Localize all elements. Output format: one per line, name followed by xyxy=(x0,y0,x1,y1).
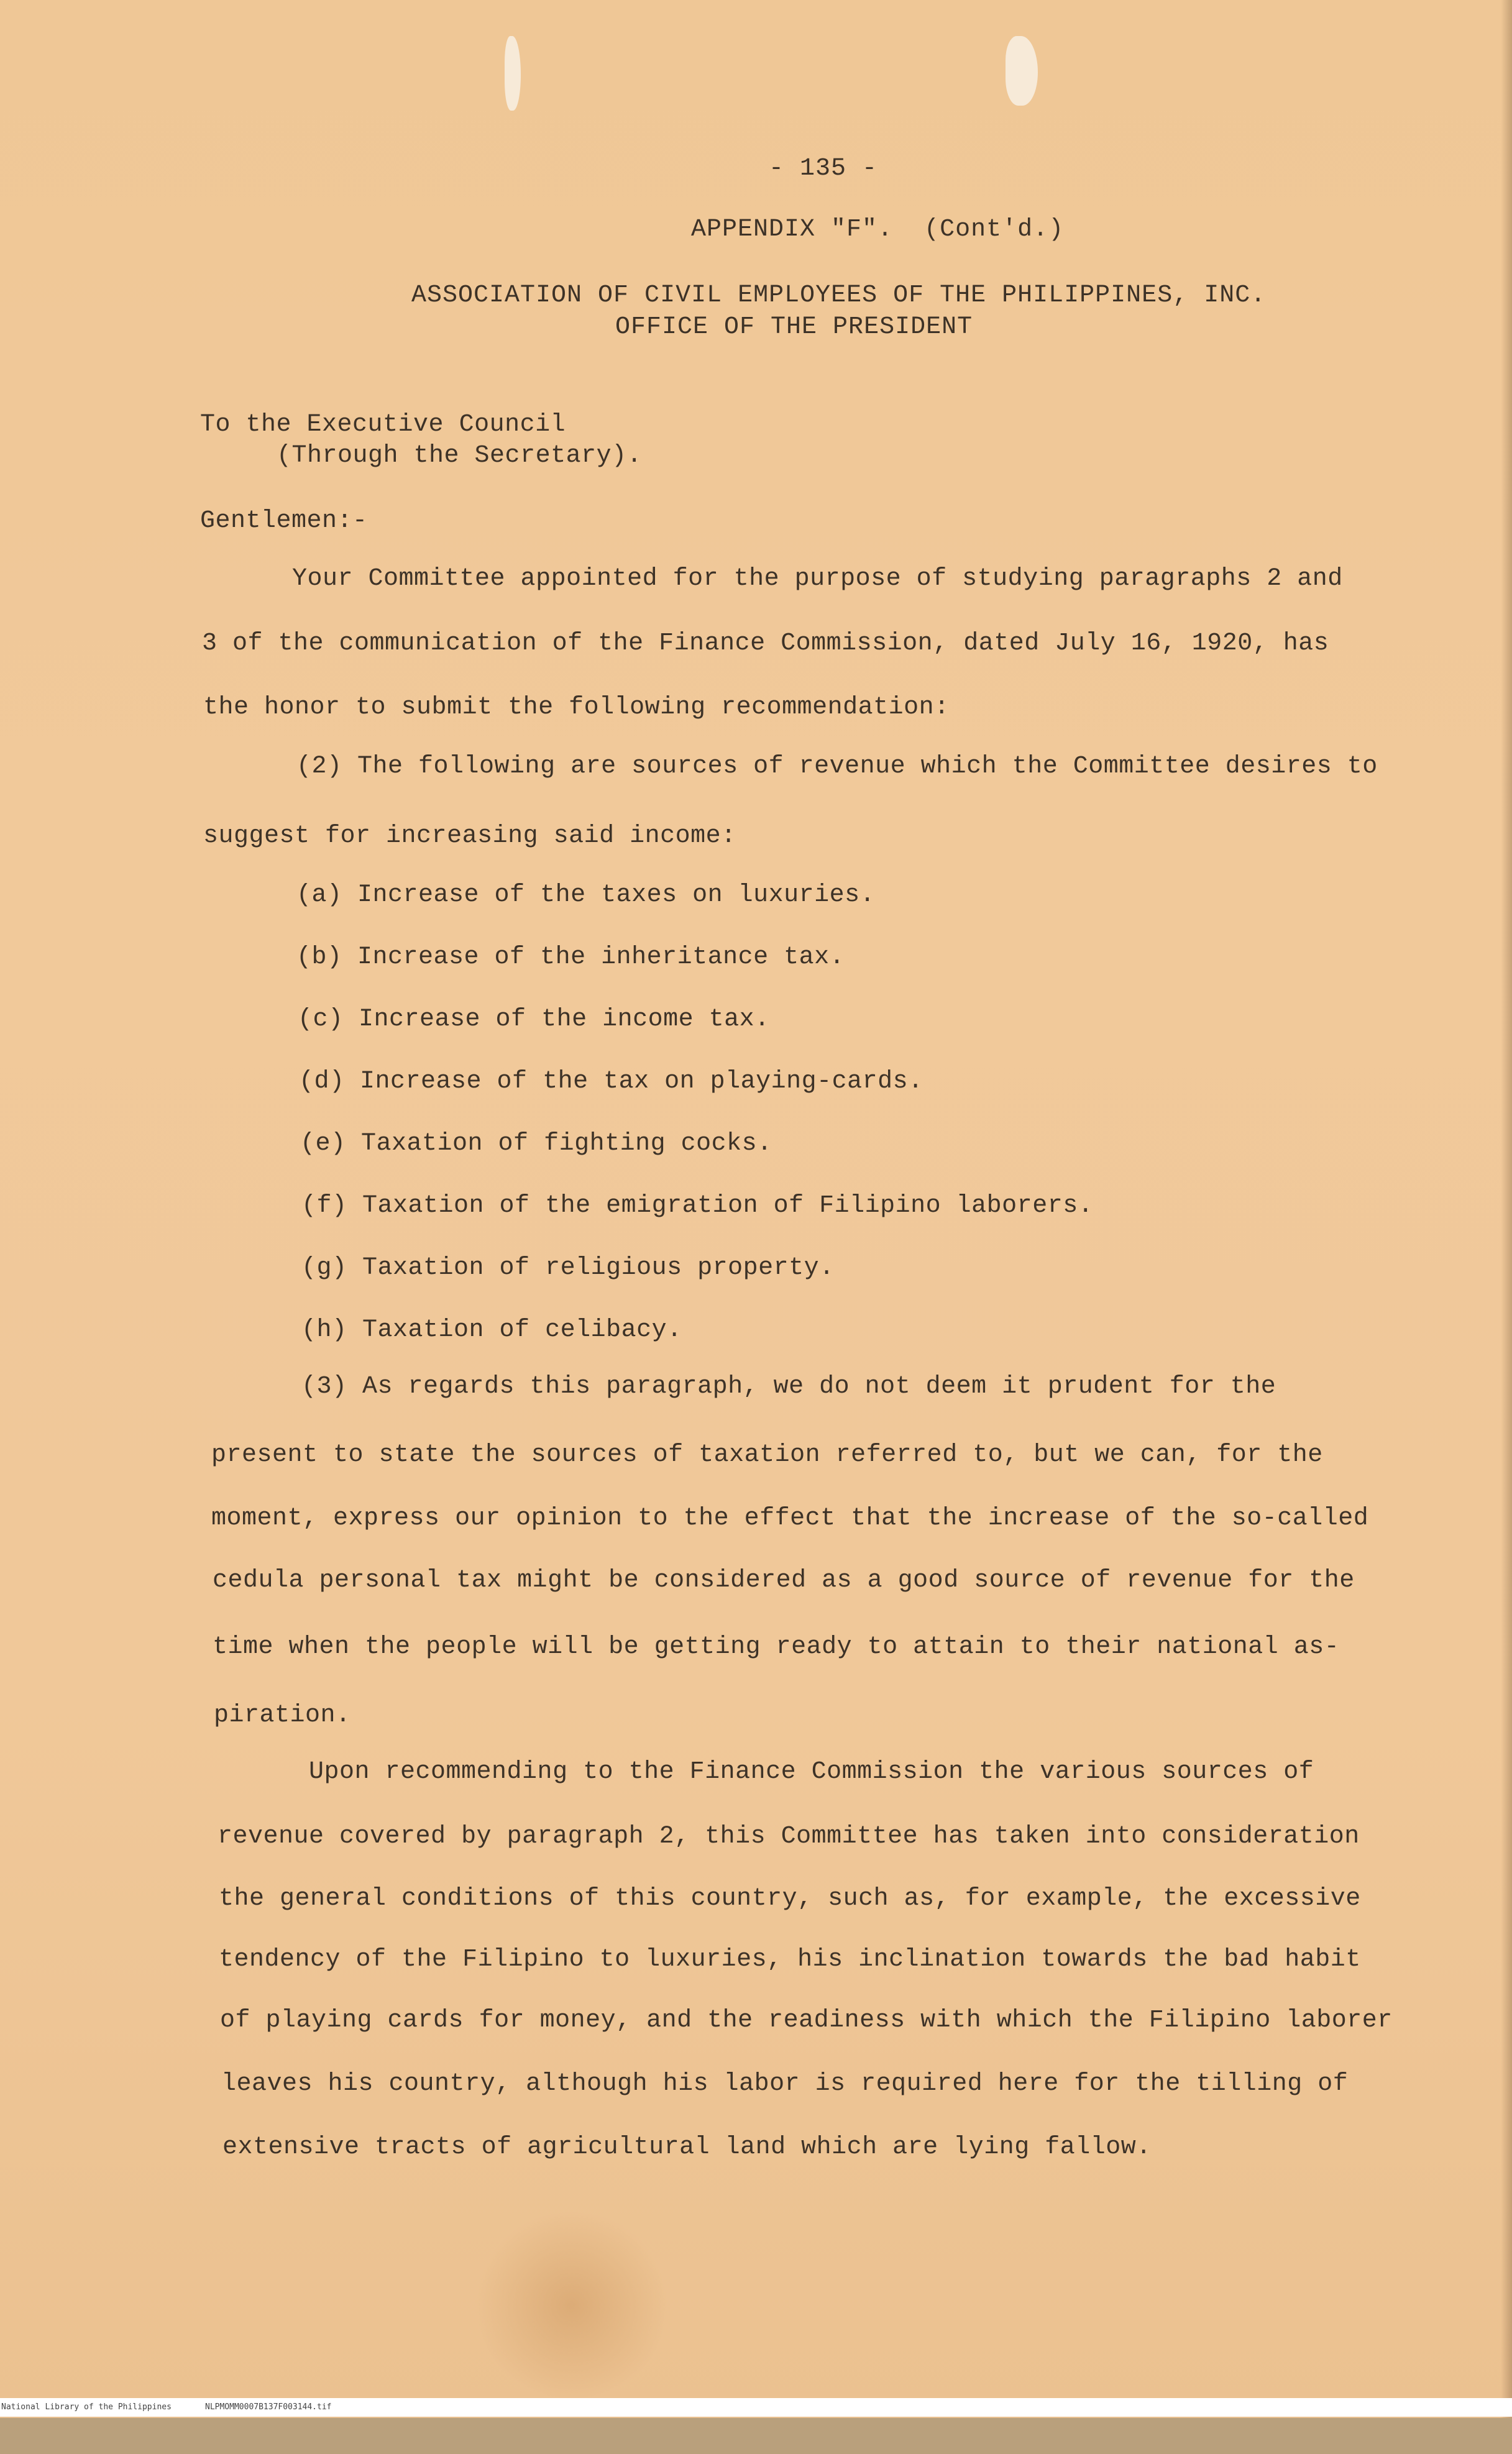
paragraph-line: moment, express our opinion to the effect that the increase of the so-called xyxy=(211,1504,1369,1532)
paragraph-line: extensive tracts of agricultural land which are lying fallow. xyxy=(222,2133,1152,2161)
appendix-heading: APPENDIX "F". (Cont'd.) xyxy=(691,216,1065,244)
file-identifier: NLPMOMM0007B137F003144.tif xyxy=(205,2402,332,2412)
paragraph-line: tendency of the Filipino to luxuries, his inclination towards the bad habit xyxy=(219,1946,1361,1974)
scan-footer xyxy=(0,2398,1512,2417)
paragraph-line: the general conditions of this country, such as, for example, the excessive xyxy=(219,1885,1361,1913)
paragraph-line: Your Committee appointed for the purpose of studying paragraphs 2 and xyxy=(292,565,1343,593)
office-name: OFFICE OF THE PRESIDENT xyxy=(615,313,973,341)
paragraph-line: cedula personal tax might be considered as a good source of revenue for the xyxy=(213,1567,1355,1595)
paragraph-line: piration. xyxy=(214,1701,351,1729)
list-item: (d) Increase of the tax on playing-cards. xyxy=(299,1068,923,1096)
library-credit: National Library of the Philippines xyxy=(1,2402,172,2412)
addressee-via-line: (Through the Secretary). xyxy=(277,442,643,470)
paragraph-line: Upon recommending to the Finance Commission the various sources of xyxy=(309,1758,1314,1786)
organization-name: ASSOCIATION OF CIVIL EMPLOYEES OF THE PHILIPPINES, INC. xyxy=(411,282,1267,309)
list-item: (g) Taxation of religious property. xyxy=(301,1254,835,1282)
paragraph-line: (2) The following are sources of revenue which the Committee desires to xyxy=(296,753,1378,781)
paragraph-line: revenue covered by paragraph 2, this Committee has taken into consideration xyxy=(218,1823,1360,1851)
paragraph-line: 3 of the communication of the Finance Commission, dated July 16, 1920, has xyxy=(202,630,1329,657)
paragraph-line: (3) As regards this paragraph, we do not deem it prudent for the xyxy=(301,1373,1276,1401)
page-number: - 135 - xyxy=(769,155,878,183)
paragraph-line: present to state the sources of taxation referred to, but we can, for the xyxy=(211,1441,1323,1469)
list-item: (b) Increase of the inheritance tax. xyxy=(296,943,845,971)
list-item: (h) Taxation of celibacy. xyxy=(301,1316,682,1344)
punch-hole-left xyxy=(505,36,521,111)
paragraph-line: leaves his country, although his labor is required here for the tilling of xyxy=(221,2070,1349,2098)
salutation: Gentlemen:- xyxy=(200,507,368,535)
list-item: (e) Taxation of fighting cocks. xyxy=(300,1130,772,1158)
punch-hole-right xyxy=(1006,36,1038,106)
addressee-line: To the Executive Council xyxy=(200,411,566,439)
page-edge-shadow xyxy=(1501,0,1512,2418)
list-item: (c) Increase of the income tax. xyxy=(298,1005,770,1033)
paragraph-line: the honor to submit the following recommendation: xyxy=(203,694,950,721)
paper-stain xyxy=(472,2212,671,2399)
paragraph-line: time when the people will be getting ready to attain to their national as- xyxy=(213,1633,1340,1661)
list-item: (a) Increase of the taxes on luxuries. xyxy=(296,881,876,909)
paragraph-line: suggest for increasing said income: xyxy=(203,822,736,850)
paragraph-line: of playing cards for money, and the readiness with which the Filipino laborer xyxy=(220,2007,1393,2035)
list-item: (f) Taxation of the emigration of Filipino laborers. xyxy=(301,1192,1094,1220)
